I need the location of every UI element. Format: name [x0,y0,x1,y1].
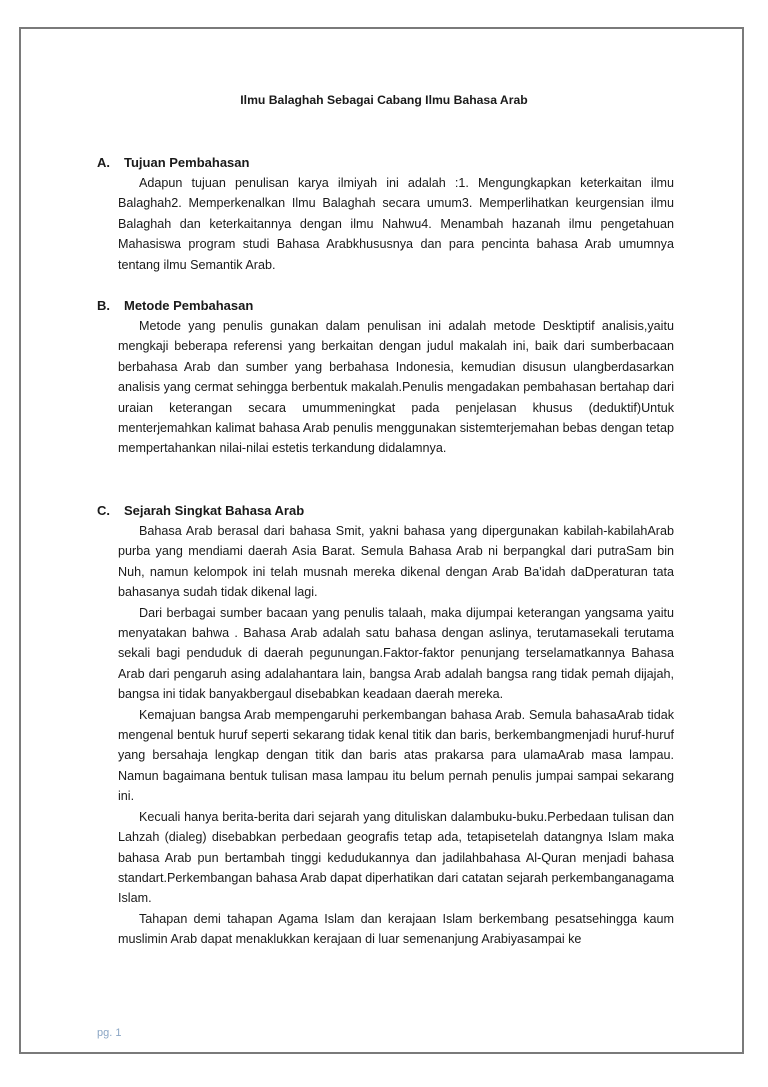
section-letter: C. [97,503,110,518]
paragraph: Adapun tujuan penulisan karya ilmiyah ini adalah :1. Mengungkapkan keterkaitan ilmu Balaghah2. Memperkenalkan Ilmu Balaghah secara umum3. Memperlihatkan keurgensian ilmu Balaghah dan keterkaitannya dengan ilmu Nahwu4. Menambah hazanah ilmu pengetahuan Mahasiswa program studi Bahasa Arabkhususnya dan para pencinta bahasa Arab umumnya tentang ilmu Semantik Arab. [118,176,674,272]
paragraph: Metode yang penulis gunakan dalam penulisan ini adalah metode Desktiptif analisis,yaitu mengkaji beberapa referensi yang berkaitan dengan judul makalah ini, baik dari sumberbacaan berbahasa Arab dan sumber yang berbahasa Indonesia, kemudian disusun ulangberdasarkan analisis yang cermat sehingga berbentuk makalah.Penulis mengadakan pembahasan bertahap dari uraian keterangan secara umummeningkat pada penjelasan khusus (deduktif)Untuk menterjemahkan kalimat bahasa Arab penulis menggunakan sistemterjemahan bebas dengan tetap mempertahankan nilai-nilai estetis terkandung didalamnya. [118,319,674,456]
document-title: Ilmu Balaghah Sebagai Cabang Ilmu Bahasa Arab [240,93,528,107]
paragraph: Dari berbagai sumber bacaan yang penulis talaah, maka dijumpai keterangan yangsama yaitu menyatakan bahwa . Bahasa Arab adalah satu bahasa dengan aslinya, terutamasekali terutama sekali bagi penduduk di daerah pegunungan.Faktor-faktor penunjang terselamatkannya Bahasa Arab dari pengaruh asing adalahantara lain, bangsa Arab adalah bangsa rang tidak pemah dijajah, bangsa ini tidak banyakbergaul disebabkan keadaan daerah mereka. [118,605,674,702]
paragraph: Kemajuan bangsa Arab mempengaruhi perkembangan bahasa Arab. Semula bahasaArab tidak mengenal bentuk huruf seperti sekarang tidak kenal titik dan baris, berkembangmenjadi huruf-huruf yang bersahaja lengkap dengan titik dan baris atas prakarsa para ulamaArab masa lampau. Namun bagaimana bentuk tulisan masa lampau itu belum pernah penulis jumpai sampai sekarang ini. [118,707,674,804]
section-heading [97,296,677,316]
section-body [118,521,674,950]
section-letter: A. [97,155,110,170]
section-body [118,316,674,459]
section-tujuan-pembahasan [97,153,677,275]
section-title: Tujuan Pembahasan [124,155,250,170]
section-heading [97,153,677,173]
section-letter: B. [97,298,110,313]
section-title: Sejarah Singkat Bahasa Arab [124,503,305,518]
section-metode-pembahasan [97,296,677,459]
section-heading [97,501,677,521]
section-sejarah-singkat [97,501,677,950]
paragraph: Kecuali hanya berita-berita dari sejarah yang dituliskan dalambuku-buku.Perbedaan tulisan dan Lahzah (dialeg) disebabkan perbedaan geografis tetap ada, tetapisetelah datangnya Islam maka bahasa Arab pun bertambah tinggi kedudukannya dan jadilahbahasa Al-Quran menjadi bahasa standart.Perkembangan bahasa Arab dapat diperhatikan dari catatan sejarah perkembanganagama Islam. [118,809,674,906]
section-body [118,173,674,275]
paragraph: Bahasa Arab berasal dari bahasa Smit, yakni bahasa yang dipergunakan kabilah-kabilahArab purba yang mendiami daerah Asia Barat. Semula Bahasa Arab ni berpangkal dari putraSam bin Nuh, namun kelompok ini telah musnah mereka dikenal dengan Arab Ba'idah daDperaturan tata bahasanya sudah tidak dikenal lagi. [118,524,674,600]
paragraph: Tahapan demi tahapan Agama Islam dan kerajaan Islam berkembang pesatsehingga kaum muslimin Arab dapat menaklukkan kerajaan di luar semenanjung Arabiyasampai ke [118,911,674,947]
page-number: pg. 1 [97,1027,122,1039]
section-title: Metode Pembahasan [124,298,254,313]
